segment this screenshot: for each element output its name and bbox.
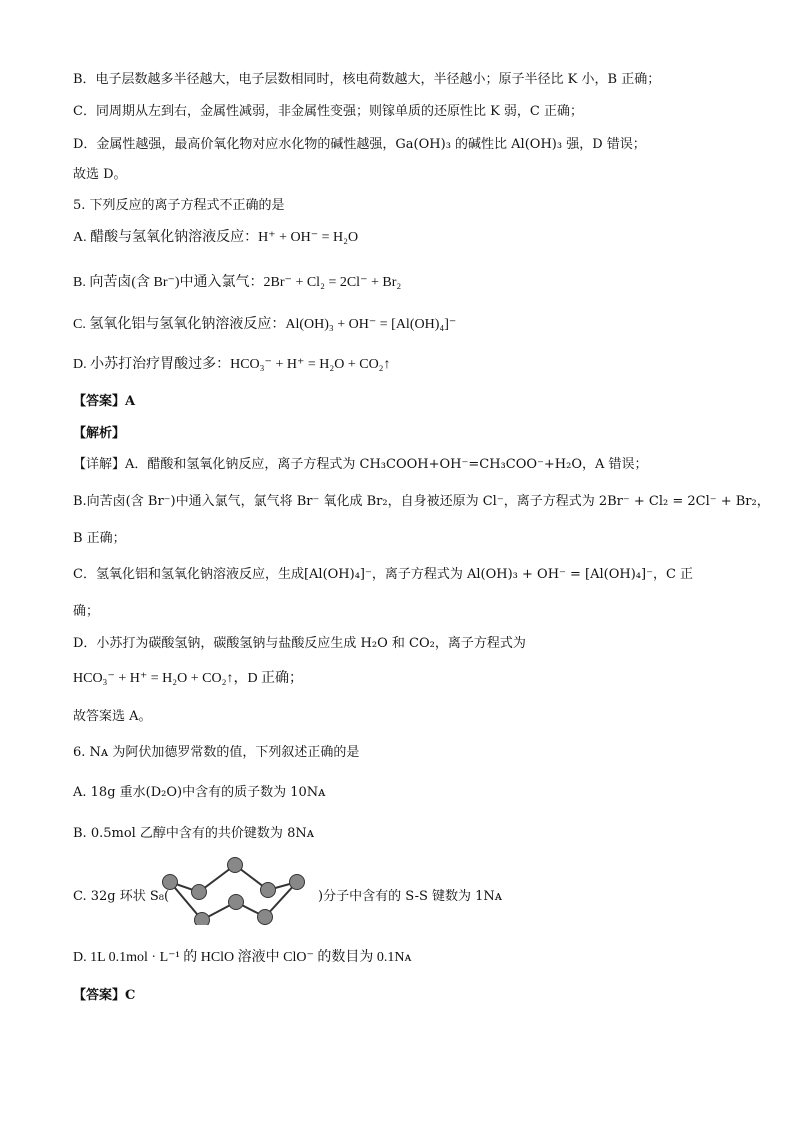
text-line: 故选 D。 bbox=[73, 167, 127, 182]
option-a: A. 18g 重水(D₂O)中含有的质子数为 10Nᴀ bbox=[73, 785, 326, 800]
option-b: B. 向苦卤(含 Br⁻)中通入氯气：2Br⁻ + Cl₂ = 2Cl⁻ + Br₂ bbox=[73, 275, 402, 290]
question-6-stem: 6. Nᴀ 为阿伏加德罗常数的值，下列叙述正确的是 bbox=[73, 745, 360, 760]
explanation-c: C．氢氧化铝和氢氧化钠溶液反应，生成[Al(OH)₄]⁻，离子方程式为 Al(OH)₃ + OH⁻ = [Al(OH)₄]⁻，C 正 bbox=[73, 567, 694, 582]
option-c-prefix: C. 32g 环状 S₈( bbox=[73, 889, 170, 904]
answer-label: 【答案】A bbox=[73, 394, 136, 409]
explanation-b: B.向苦卤(含 Br⁻)中通入氯气，氯气将 Br⁻ 氧化成 Br₂，自身被还原为 Cl⁻，离子方程式为 2Br⁻ + Cl₂ = 2Cl⁻ + Br₂， bbox=[73, 494, 770, 509]
text-line: 故答案选 A。 bbox=[73, 709, 152, 724]
sulfur-atoms bbox=[163, 858, 305, 926]
s8-ring-diagram bbox=[160, 855, 320, 925]
text-line: B 正确； bbox=[73, 531, 126, 546]
analysis-label: 【解析】 bbox=[73, 426, 126, 441]
option-a: A. 醋酸与氢氧化钠溶液反应：H⁺ + OH⁻ = H₂O bbox=[73, 230, 359, 245]
explanation-d: D．小苏打为碳酸氢钠，碳酸氢钠与盐酸反应生成 H₂O 和 CO₂，离子方程式为 bbox=[73, 636, 526, 651]
text-line: C．同周期从左到右，金属性减弱，非金属性变强；则镓单质的还原性比 K 弱，C 正确； bbox=[73, 104, 584, 119]
text-line: B．电子层数越多半径越大，电子层数相同时，核电荷数越大，半径越小；原子半径比 K 小，B 正确； bbox=[73, 72, 661, 87]
option-b: B. 0.5mol 乙醇中含有的共价键数为 8Nᴀ bbox=[73, 826, 315, 841]
text-line: HCO₃⁻ + H⁺ = H₂O + CO₂↑，D 正确； bbox=[73, 671, 304, 686]
text-line: 确； bbox=[73, 604, 100, 619]
question-5-stem: 5. 下列反应的离子方程式不正确的是 bbox=[73, 198, 285, 213]
text-line: D．金属性越强，最高价氧化物对应水化物的碱性越强，Ga(OH)₃ 的碱性比 Al(OH)₃ 强，D 错误； bbox=[73, 137, 646, 152]
option-d: D. 1L 0.1mol · L⁻¹ 的 HClO 溶液中 ClO⁻ 的数目为 0.1Nᴀ bbox=[73, 950, 412, 965]
answer-label: 【答案】C bbox=[73, 988, 136, 1003]
explanation-a: 【详解】A．醋酸和氢氧化钠反应，离子方程式为 CH₃COOH+OH⁻=CH₃COO⁻+H₂O，A 错误； bbox=[73, 457, 648, 472]
option-c: C. 氢氧化铝与氢氧化钠溶液反应：Al(OH)₃ + OH⁻ = [Al(OH)₄]⁻ bbox=[73, 317, 457, 332]
option-d: D. 小苏打治疗胃酸过多：HCO₃⁻ + H⁺ = H₂O + CO₂↑ bbox=[73, 357, 391, 372]
option-c-suffix: )分子中含有的 S-S 键数为 1Nᴀ bbox=[318, 889, 503, 904]
